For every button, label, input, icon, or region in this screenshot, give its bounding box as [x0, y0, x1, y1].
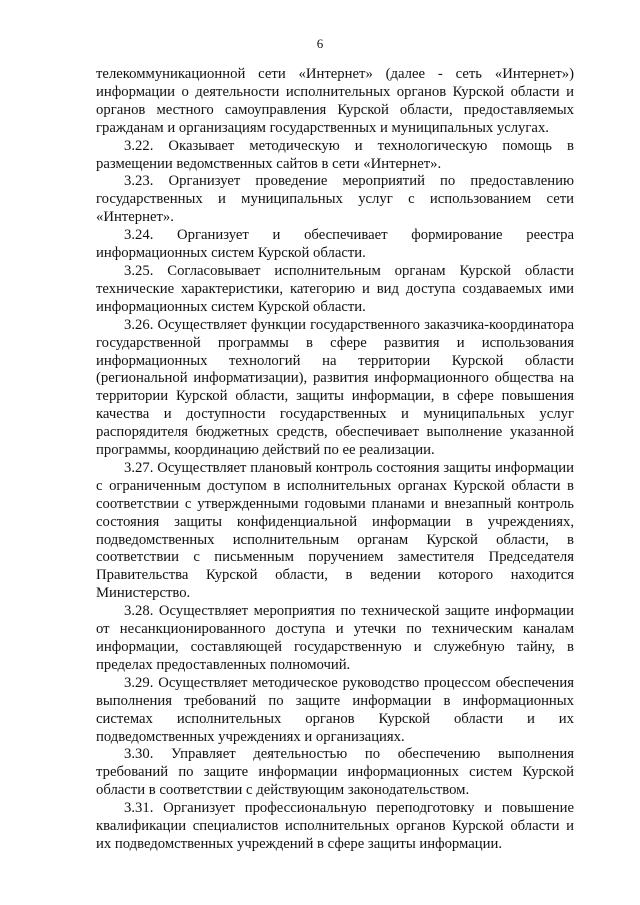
paragraph-3-30: 3.30. Управляет деятельностью по обеспечению выполнения требований по защите информации информационных систем Курской области в соответствии с действующим законодательством. [96, 746, 574, 799]
document-body [96, 66, 574, 854]
page-number: 6 [316, 36, 324, 51]
paragraph-3-22: 3.22. Оказывает методическую и технологическую помощь в размещении ведомственных сайтов в сети «Интернет». [96, 137, 574, 172]
paragraph-3-27: 3.27. Осуществляет плановый контроль состояния защиты информации с ограниченным доступом в исполнительных органах Курской области в соответствии с утвержденными годовыми планами и внезапный контроль состояния защиты конфиденциальной информации в учреждениях, подведомственных исполнительным органам Курской области, в соответствии с письменным поручением заместителя Председателя Правительства Курской области, в ведении которого находится Министерство. [96, 459, 574, 602]
paragraph-3-31: 3.31. Организует профессиональную переподготовку и повышение квалификации специалистов исполнительных органов Курской области и их подведомственных учреждений в сфере защиты информации. [96, 800, 574, 852]
paragraph-3-23: 3.23. Организует проведение мероприятий по предоставлению государственных и муниципальных услуг с использованием сети «Интернет». [96, 173, 574, 226]
paragraph-3-24: 3.24. Организует и обеспечивает формирование реестра информационных систем Курской области. [96, 227, 574, 262]
paragraph-3-28: 3.28. Осуществляет мероприятия по технической защите информации от несанкционированного доступа и утечки по техническим каналам информации, составляющей государственную и служебную тайну, в пределах предоставленных полномочий. [96, 603, 574, 673]
paragraph-continuation: телекоммуникационной сети «Интернет» (далее - сеть «Интернет») информации о деятельности исполнительных органов Курской области и органов местного самоуправления Курской области, предоставляемых гражданам и организациям государственных и муниципальных услугах. [96, 66, 574, 136]
paragraph-3-26: 3.26. Осуществляет функции государственного заказчика-координатора государственной программы в сфере развития и использования информационных технологий на территории Курской области (региональной информатизации), развития информационного общества на территории Курской области, защиты информации, в сфере повышения качества и доступности государственных и муниципальных услуг распорядителя бюджетных средств, обеспечивает выполнение указанной программы, координацию действий по ее реализации. [96, 316, 574, 459]
paragraph-3-29: 3.29. Осуществляет методическое руководство процессом обеспечения выполнения требований по защите информации в информационных системах исполнительных органов Курской области и их подведомственных учреждениях и организациях. [96, 674, 574, 745]
paragraph-3-25: 3.25. Согласовывает исполнительным органам Курской области технические характеристики, категорию и вид доступа создаваемых ими информационных систем Курской области. [96, 262, 574, 315]
